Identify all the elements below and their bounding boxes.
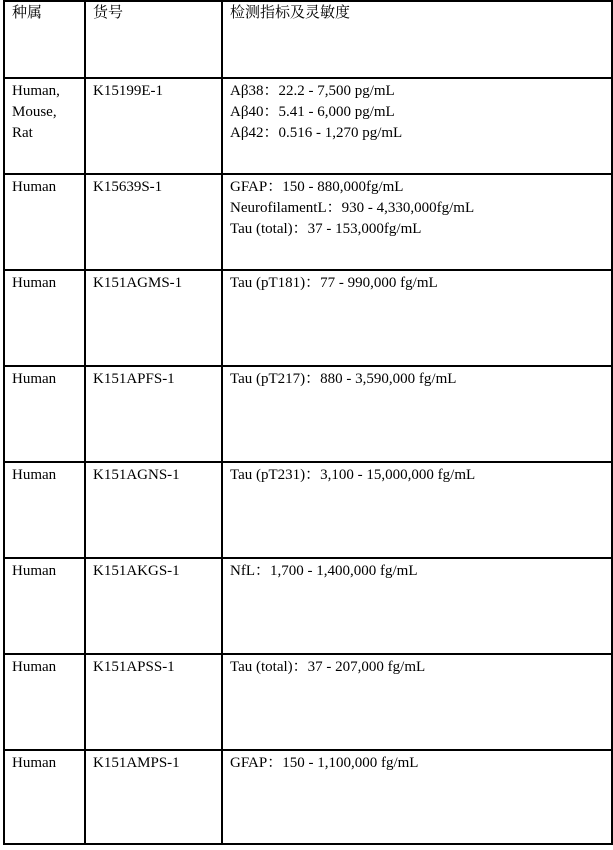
table-header-row — [4, 1, 612, 78]
indicator-text: GFAP：150 - 1,100,000 fg/mL — [230, 755, 419, 771]
indicator-text: Tau (pT217)：880 - 3,590,000 fg/mL — [230, 371, 457, 387]
species-cell — [4, 558, 85, 654]
table-row — [4, 654, 612, 750]
catalog-cell: K151AGNS-1 — [85, 462, 222, 558]
catalog-cell: K151AKGS-1 — [85, 558, 222, 654]
catalog-cell: K151AGMS-1 — [85, 270, 222, 366]
indicators-cell — [222, 750, 612, 844]
species-cell — [4, 654, 85, 750]
table-row — [4, 366, 612, 462]
species-cell — [4, 174, 85, 270]
indicator-text: Aβ38：22.2 - 7,500 pg/mL — [230, 83, 395, 99]
species-text: Human — [12, 755, 57, 771]
header-species: 种属 — [4, 1, 85, 78]
species-text: Human — [12, 275, 57, 291]
table-row — [4, 558, 612, 654]
species-text: Human — [12, 563, 57, 579]
species-text: Mouse, — [12, 104, 57, 120]
species-text: Human — [12, 467, 57, 483]
species-text: Human — [12, 371, 57, 387]
catalog-cell: K15199E-1 — [85, 78, 222, 174]
indicators-cell — [222, 558, 612, 654]
table-row — [4, 750, 612, 844]
indicator-text: NeurofilamentL：930 - 4,330,000fg/mL — [230, 200, 475, 216]
indicator-text: GFAP：150 - 880,000fg/mL — [230, 179, 404, 195]
table-row — [4, 462, 612, 558]
indicators-cell — [222, 174, 612, 270]
indicator-text: Tau (pT181)：77 - 990,000 fg/mL — [230, 275, 438, 291]
catalog-cell: K151APFS-1 — [85, 366, 222, 462]
indicator-text: Tau (pT231)：3,100 - 15,000,000 fg/mL — [230, 467, 476, 483]
indicator-text: Aβ42：0.516 - 1,270 pg/mL — [230, 125, 403, 141]
table-row — [4, 270, 612, 366]
species-text: Human — [12, 179, 57, 195]
indicators-cell — [222, 366, 612, 462]
indicator-text: Tau (total)：37 - 207,000 fg/mL — [230, 659, 426, 675]
species-cell — [4, 750, 85, 844]
header-indicators: 检测指标及灵敏度 — [222, 1, 612, 78]
table-row — [4, 78, 612, 174]
indicators-cell — [222, 462, 612, 558]
species-cell — [4, 366, 85, 462]
header-catalog: 货号 — [85, 1, 222, 78]
indicator-text: NfL：1,700 - 1,400,000 fg/mL — [230, 563, 418, 579]
indicators-cell — [222, 270, 612, 366]
indicator-text: Tau (total)：37 - 153,000fg/mL — [230, 221, 422, 237]
catalog-cell: K15639S-1 — [85, 174, 222, 270]
indicators-cell — [222, 654, 612, 750]
indicators-cell — [222, 78, 612, 174]
assay-table — [3, 0, 613, 845]
catalog-cell: K151APSS-1 — [85, 654, 222, 750]
species-cell — [4, 270, 85, 366]
indicator-text: Aβ40：5.41 - 6,000 pg/mL — [230, 104, 395, 120]
species-text: Human, — [12, 83, 60, 99]
species-text: Rat — [12, 125, 33, 141]
species-text: Human — [12, 659, 57, 675]
catalog-cell: K151AMPS-1 — [85, 750, 222, 844]
species-cell — [4, 462, 85, 558]
species-cell — [4, 78, 85, 174]
table-row — [4, 174, 612, 270]
